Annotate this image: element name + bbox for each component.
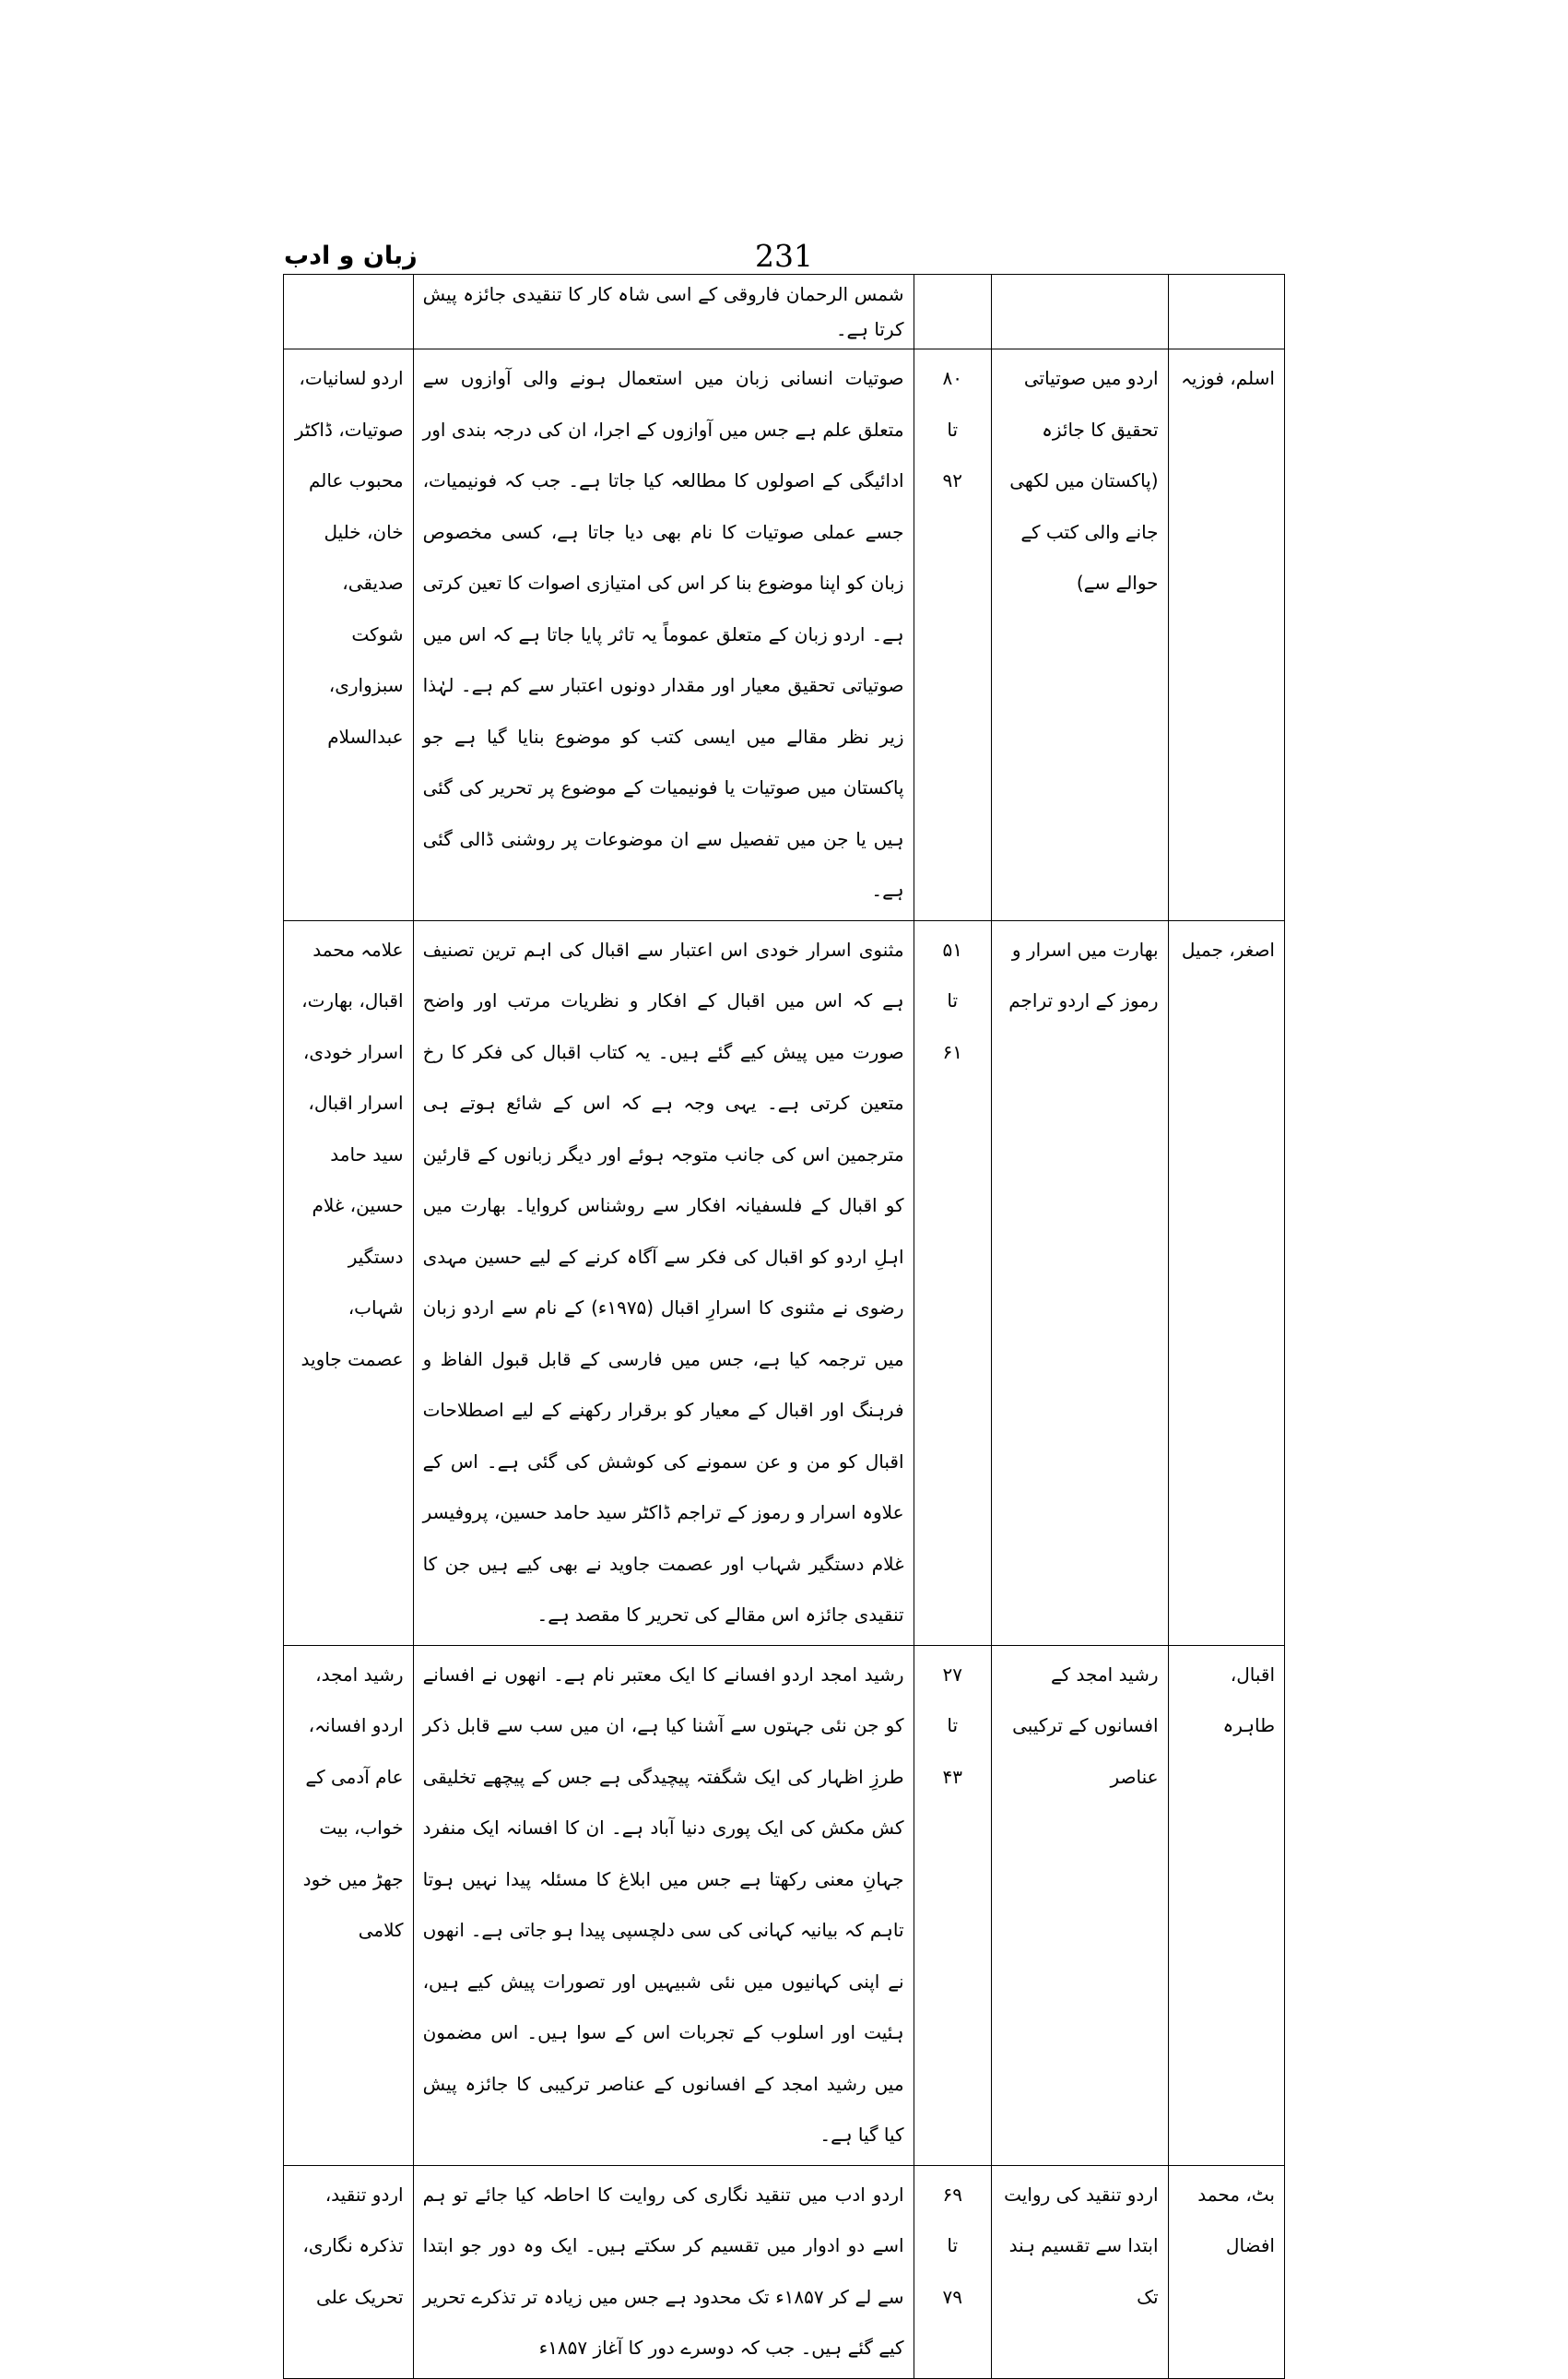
page-end: ۶۱ — [942, 1040, 962, 1063]
page-to: تا — [947, 1714, 959, 1736]
page-to: تا — [947, 418, 959, 441]
page-start: ۸۰ — [942, 367, 962, 389]
keywords-cell — [284, 275, 414, 349]
keywords-cell: علامہ محمد اقبال، بھارت، اسرار خودی، اسرار اقبال، سید حامد حسین، غلام دستگیر شہاب، عصمت جاوید — [284, 920, 414, 1645]
author-cell: اصغر، جمیل — [1168, 920, 1284, 1645]
table-row — [284, 349, 1285, 921]
table-row — [284, 1645, 1285, 2165]
pages-cell — [914, 349, 991, 921]
pages-cell — [914, 275, 991, 349]
abstract-cell: اردو ادب میں تنقید نگاری کی روایت کا احاطہ کیا جائے تو ہم اسے دو ادوار میں تقسیم کر سکتے ہیں۔ ایک وہ دور جو ابتدا سے لے کر ۱۸۵۷ء تک محدود ہے جس میں زیادہ تر تذکرے تحریر کیے گئے ہیں۔ جب کہ دوسرے دور کا آغاز ۱۸۵۷ء — [413, 2165, 914, 2378]
table-row — [284, 920, 1285, 1645]
article-index-table — [283, 274, 1285, 2379]
keywords-cell: اردو تنقید، تذکرہ نگاری، تحریک علی — [284, 2165, 414, 2378]
pages-cell — [914, 1645, 991, 2165]
abstract-cell: شمس الرحمان فاروقی کے اسی شاہ کار کا تنقیدی جائزہ پیش کرتا ہے۔ — [413, 275, 914, 349]
page-to: تا — [947, 2234, 959, 2256]
title-cell: اردو تنقید کی روایت ابتدا سے تقسیم ہند تک — [991, 2165, 1168, 2378]
page-start: ۶۹ — [942, 2183, 962, 2206]
title-cell: رشید امجد کے افسانوں کے ترکیبی عناصر — [991, 1645, 1168, 2165]
author-cell: بٹ، محمد افضال — [1168, 2165, 1284, 2378]
pages-cell — [914, 920, 991, 1645]
author-cell — [1168, 275, 1284, 349]
abstract-cell: رشید امجد اردو افسانے کا ایک معتبر نام ہے۔ انھوں نے افسانے کو جن نئی جہتوں سے آشنا کیا ہے، ان میں سب سے قابل ذکر طرزِ اظہار کی ایک شگفتہ پیچیدگی ہے جس کے پیچھے تخلیقی کش مکش کی ایک پوری دنیا آباد ہے۔ ان کا افسانہ ایک منفرد جہانِ معنی رکھتا ہے جس میں ابلاغ کا مسئلہ پیدا نہیں ہوتا تاہم کہ بیانیہ کہانی کی سی دلچسپی پیدا ہو جاتی ہے۔ انھوں نے اپنی کہانیوں میں نئی شبیہیں اور تصورات پیش کیے ہیں، ہئیت اور اسلوب کے تجربات اس کے سوا ہیں۔ اس مضمون میں رشید امجد کے افسانوں کے عناصر ترکیبی کا جائزہ پیش کیا گیا ہے۔ — [413, 1645, 914, 2165]
pages-cell — [914, 2165, 991, 2378]
journal-title: زبان و ادب — [284, 242, 418, 270]
author-cell: اسلم، فوزیہ — [1168, 349, 1284, 921]
page-end: ۴۳ — [942, 1765, 962, 1788]
table-row — [284, 2165, 1285, 2378]
title-cell — [991, 275, 1168, 349]
keywords-cell: اردو لسانیات، صوتیات، ڈاکٹر محبوب عالم خان، خلیل صدیقی، شوکت سبزواری، عبدالسلام — [284, 349, 414, 921]
page-start: ۲۷ — [942, 1663, 962, 1686]
table-row — [284, 275, 1285, 349]
page-number: 231 — [755, 238, 813, 274]
title-cell: اردو میں صوتیاتی تحقیق کا جائزہ (پاکستان میں لکھی جانے والی کتب کے حوالے سے) — [991, 349, 1168, 921]
page-end: ۷۹ — [942, 2285, 962, 2308]
abstract-cell: مثنوی اسرار خودی اس اعتبار سے اقبال کی اہم ترین تصنیف ہے کہ اس میں اقبال کے افکار و نظریات مرتب اور واضح صورت میں پیش کیے گئے ہیں۔ یہ کتاب اقبال کی فکر کا رخ متعین کرتی ہے۔ یہی وجہ ہے کہ اس کے شائع ہوتے ہی مترجمین اس کی جانب متوجہ ہوئے اور دیگر زبانوں کے قارئین کو اقبال کے فلسفیانہ افکار سے روشناس کروایا۔ بھارت میں اہلِ اردو کو اقبال کی فکر سے آگاہ کرنے کے لیے حسین مہدی رضوی نے مثنوی کا اسرارِ اقبال (۱۹۷۵ء) کے نام سے اردو زبان میں ترجمہ کیا ہے، جس میں فارسی کے قابل قبول الفاظ و فرہنگ اور اقبال کے معیار کو برقرار رکھنے کے لیے اصطلاحات اقبال کو من و عن سمونے کی کوشش کی گئی ہے۔ اس کے علاوہ اسرار و رموز کے تراجم ڈاکٹر سید حامد حسین، پروفیسر غلام دستگیر شہاب اور عصمت جاوید نے بھی کیے ہیں جن کا تنقیدی جائزہ اس مقالے کی تحریر کا مقصد ہے۔ — [413, 920, 914, 1645]
abstract-cell: صوتیات انسانی زبان میں استعمال ہونے والی آوازوں سے متعلق علم ہے جس میں آوازوں کے اجرا، ان کی درجہ بندی اور ادائیگی کے اصولوں کا مطالعہ کیا جاتا ہے۔ جب کہ فونیمیات، جسے عملی صوتیات کا نام بھی دیا جاتا ہے، کسی مخصوص زبان کو اپنا موضوع بنا کر اس کی امتیازی اصوات کا تعین کرتی ہے۔ اردو زبان کے متعلق عموماً یہ تاثر پایا جاتا ہے کہ اس میں صوتیاتی تحقیق معیار اور مقدار دونوں اعتبار سے کم ہے۔ لہٰذا زیر نظر مقالے میں ایسی کتب کو موضوع بنایا گیا ہے جو پاکستان میں صوتیات یا فونیمیات کے موضوع پر تحریر کی گئی ہیں یا جن میں تفصیل سے ان موضوعات پر روشنی ڈالی گئی ہے۔ — [413, 349, 914, 921]
author-cell: اقبال، طاہرہ — [1168, 1645, 1284, 2165]
page-to: تا — [947, 989, 959, 1012]
page-start: ۵۱ — [942, 938, 962, 961]
page-end: ۹۲ — [942, 469, 962, 491]
title-cell: بھارت میں اسرار و رموز کے اردو تراجم — [991, 920, 1168, 1645]
keywords-cell: رشید امجد، اردو افسانہ، عام آدمی کے خواب، بیت جھڑ میں خود کلامی — [284, 1645, 414, 2165]
